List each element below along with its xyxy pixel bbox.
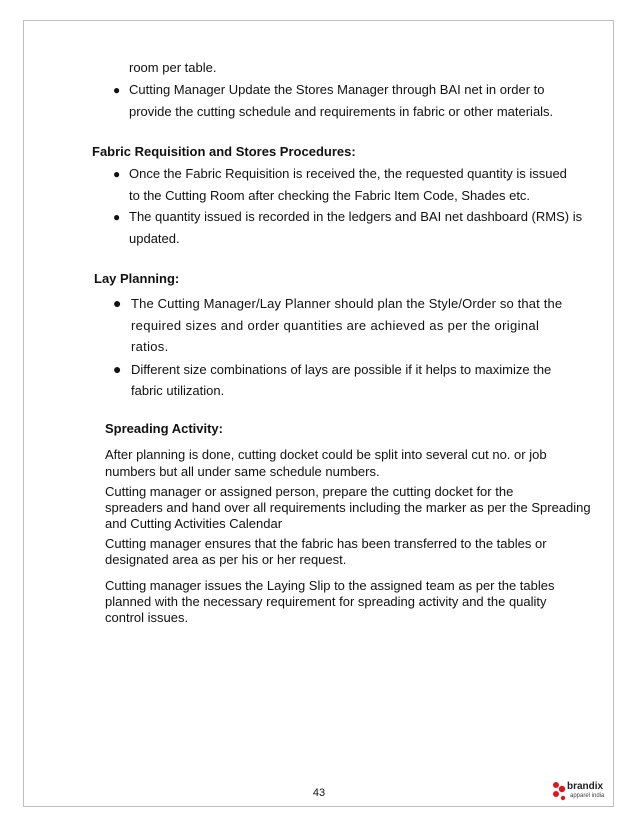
bullet-icon: ● <box>113 83 121 97</box>
section-heading: Fabric Requisition and Stores Procedures: <box>92 144 356 159</box>
text-line: Cutting manager ensures that the fabric has been transferred to the tables or <box>105 536 547 551</box>
text-line: planned with the necessary requirement for spreading activity and the quality <box>105 594 547 609</box>
text-line: numbers but all under same schedule numbers. <box>105 464 380 479</box>
bullet-icon: ● <box>113 361 122 377</box>
text-line: Once the Fabric Requisition is received the, the requested quantity is issued <box>129 166 567 181</box>
text-line: Cutting Manager Update the Stores Manager through BAI net in order to <box>129 82 545 97</box>
text-line: spreaders and hand over all requirements including the marker as per the Spreading <box>105 500 591 515</box>
text-line: to the Cutting Room after checking the Fabric Item Code, Shades etc. <box>129 188 531 203</box>
logo-wordmark: brandix <box>567 781 604 792</box>
section-heading: Lay Planning: <box>94 271 180 286</box>
text-line: Cutting manager or assigned person, prepare the cutting docket for the <box>105 484 514 499</box>
text-line: control issues. <box>105 610 189 625</box>
text-line: ratios. <box>131 339 169 354</box>
text-line: The quantity issued is recorded in the ledgers and BAI net dashboard (RMS) is <box>129 209 583 224</box>
bullet-icon: ● <box>113 210 121 224</box>
text-line: After planning is done, cutting docket could be split into several cut no. or job <box>105 447 547 462</box>
logo-subtitle: apparel india <box>570 793 605 799</box>
text-line: designated area as per his or her request. <box>105 552 347 567</box>
page-border <box>23 20 614 807</box>
text-line: updated. <box>129 231 180 246</box>
text-line: required sizes and order quantities are achieved as per the original <box>131 318 540 333</box>
bullet-icon: ● <box>113 167 121 181</box>
page-number: 43 <box>312 787 326 799</box>
text-line: provide the cutting schedule and requirements in fabric or other materials. <box>129 104 554 119</box>
text-line: Cutting manager issues the Laying Slip to the assigned team as per the tables <box>105 578 555 593</box>
text-line: fabric utilization. <box>131 383 225 398</box>
bullet-icon: ● <box>113 295 122 311</box>
text-line: and Cutting Activities Calendar <box>105 516 283 531</box>
text-line: Different size combinations of lays are possible if it helps to maximize the <box>131 362 552 377</box>
text-line: The Cutting Manager/Lay Planner should plan the Style/Order so that the <box>131 296 563 311</box>
text-line: room per table. <box>129 60 217 75</box>
brandix-logo <box>548 776 608 804</box>
section-heading: Spreading Activity: <box>105 421 223 436</box>
